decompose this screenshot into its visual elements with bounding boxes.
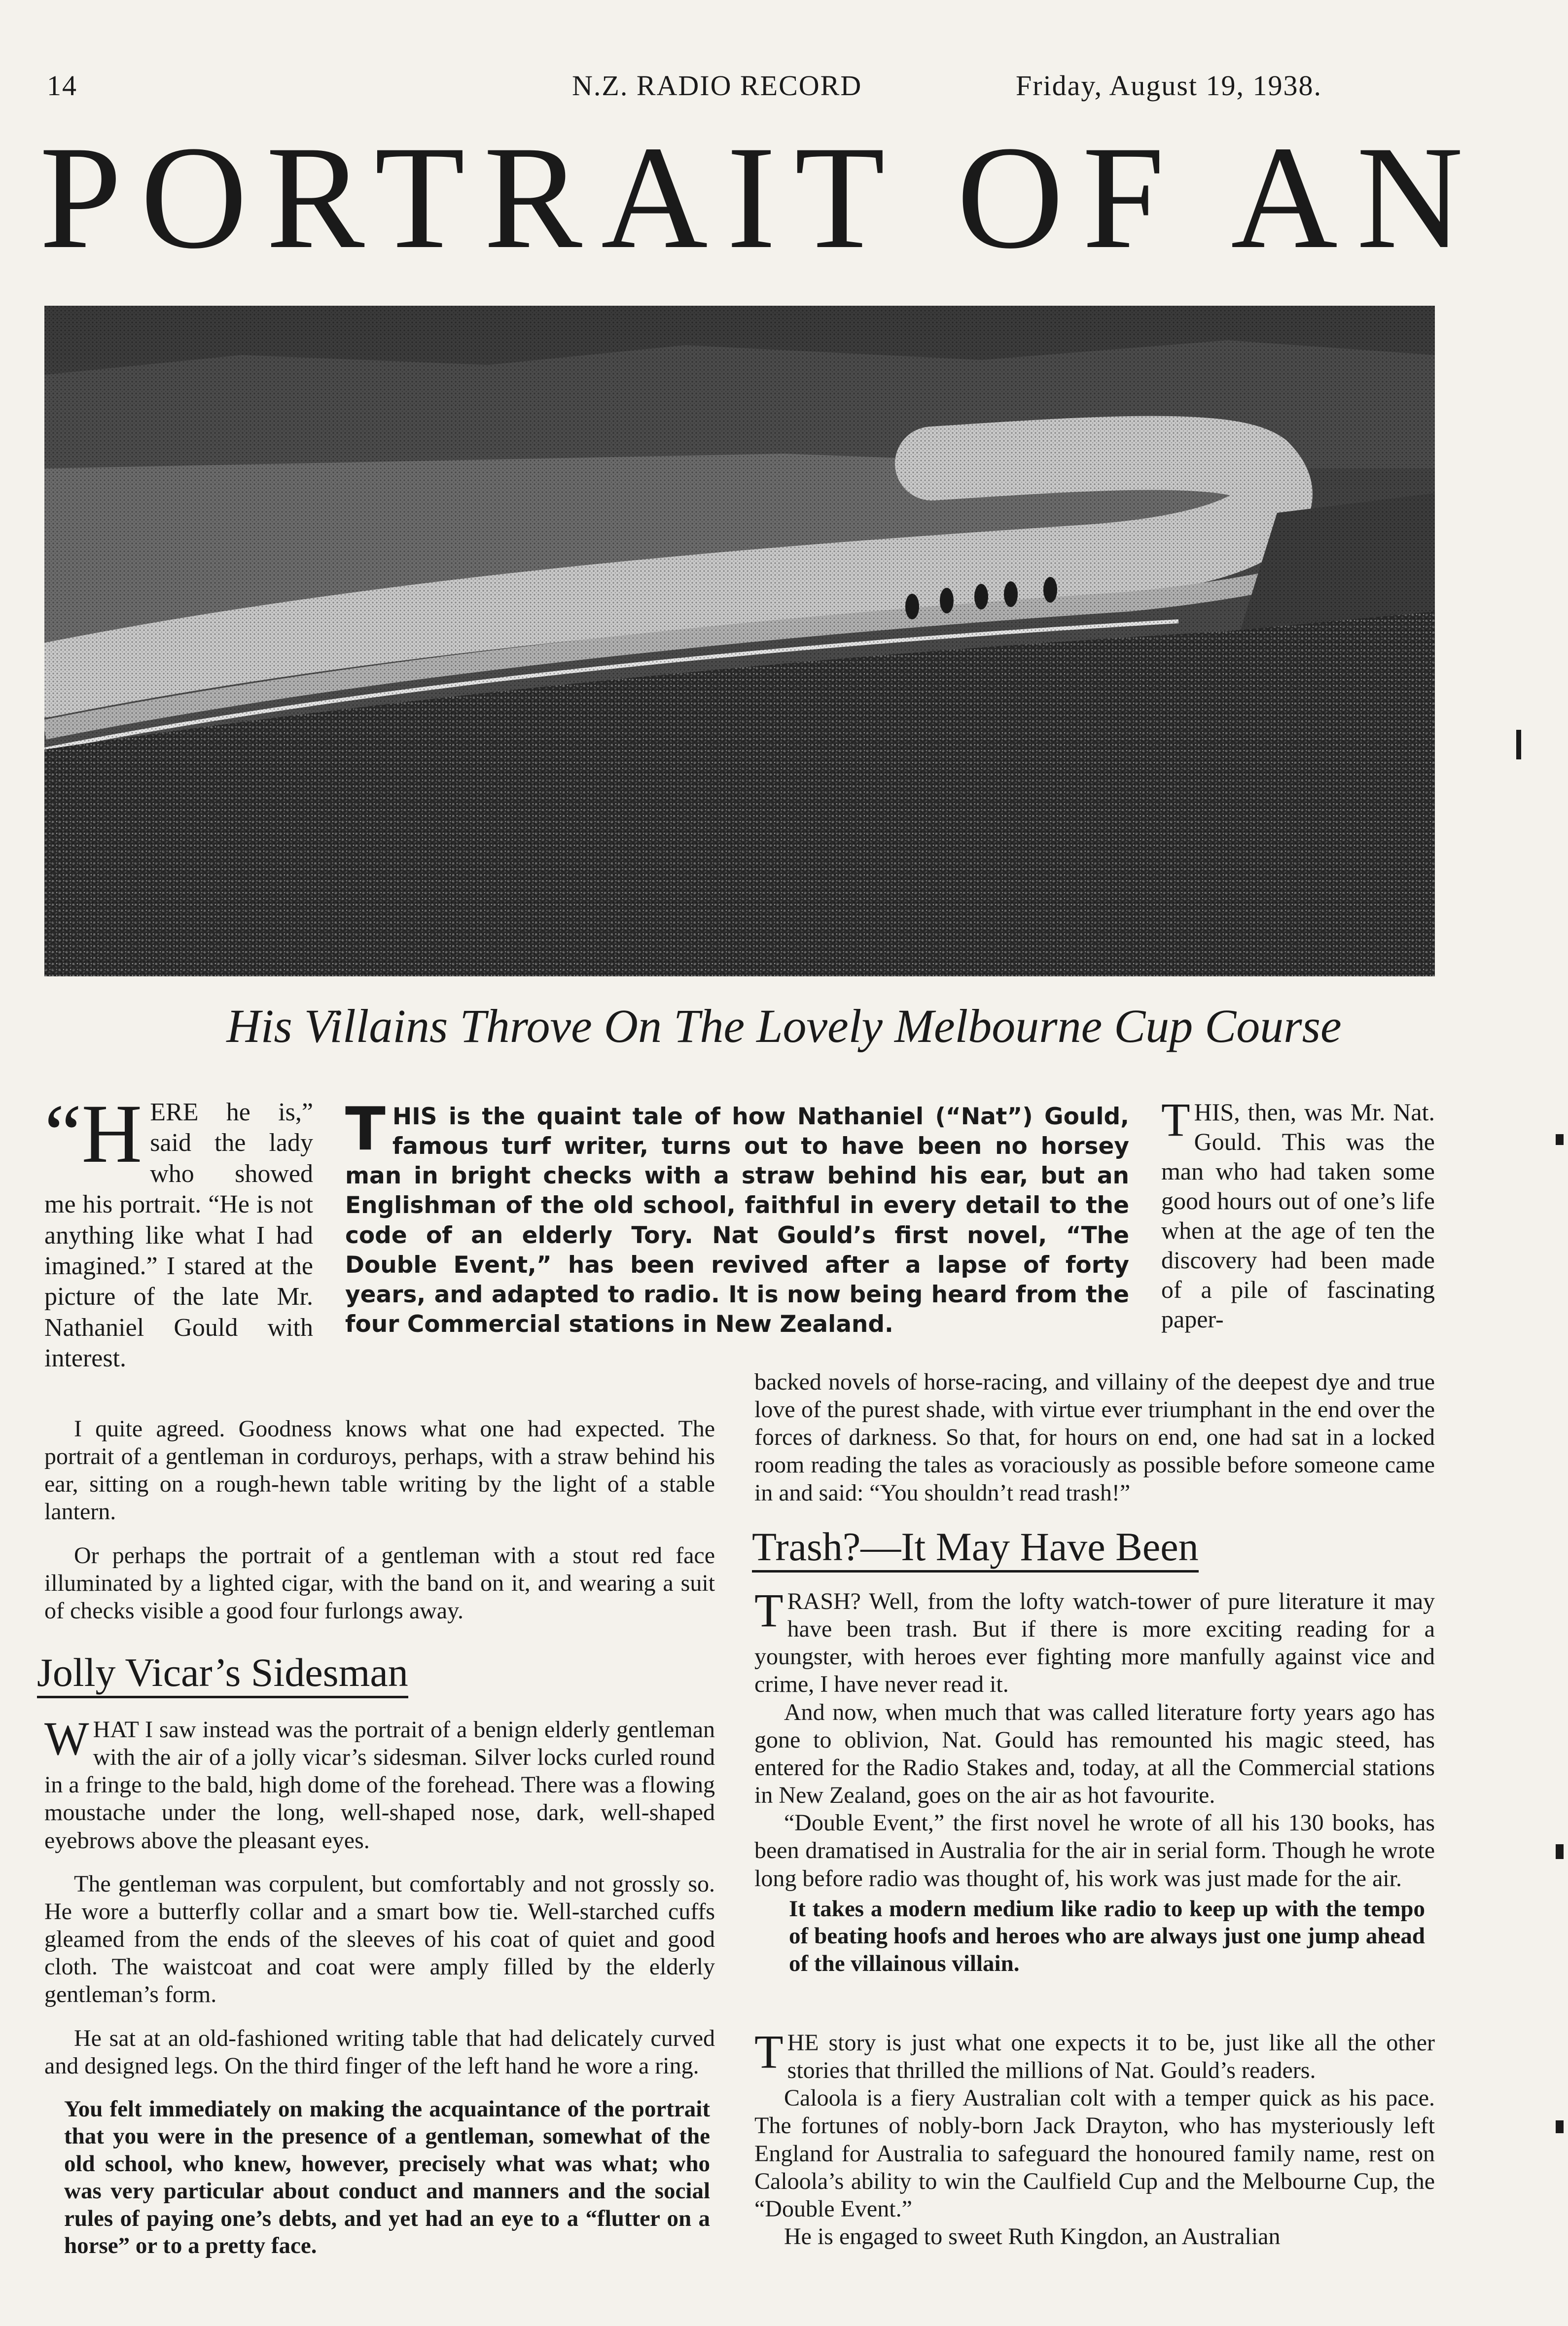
headline: PORTRAIT OF AN [39,115,1482,279]
photo-caption: His Villains Throve On The Lovely Melbourne Cup Course [226,1000,1342,1052]
story-section [754,2025,1435,2251]
paragraph: The gentleman was corpulent, but comfortably and not grossly so. He wore a butterfly collar and a smart bow tie. Well-starched cuffs gleamed from the ends of the sleeves of his coat of quiet and good cloth. The waistcoat and coat were amply filled by the elderly gentleman’s form. [44,1870,715,2008]
margin-ink-mark [1556,1844,1564,1859]
racecourse-photo [44,306,1435,976]
margin-ink-mark [1516,730,1521,759]
issue-date: Friday, August 19, 1938. [1016,70,1322,102]
publication-name: N.Z. RADIO RECORD [572,70,862,102]
drop-cap-t-story: T [754,2025,784,2078]
lead-left-text: ERE he is,” said the lady who showed me his portrait. “He is not anything like what I had imagined.” I stared at the picture of the late Mr. Nathaniel Gould with interest. [44,1098,313,1373]
lead-right [1161,1093,1435,1334]
paragraph: Or perhaps the portrait of a gentleman with a stout red face illuminated by a lighted cigar, with the band on it, and wearing a suit of checks visible a good four furlongs away. [44,1542,715,1624]
trash-section [754,1584,1435,1977]
paragraph: “Double Event,” the first novel he wrote of all his 130 books, has been dramatised in Australia for the air in serial form. Though he wrote long before radio was thought of, his work was just made for the air. [754,1810,1435,1892]
page-number: 14 [47,70,77,102]
paragraph: Caloola is a fiery Australian colt with a temper quick as his pace. The fortunes of nobly-born Jack Drayton, who has mysteriously left England for Australia to safeguard the honoured family name, rest on Caloola’s ability to win the Caulfield Cup and the Melbourne Cup, the “Double Event.” [754,2085,1435,2222]
paragraph: RASH? Well, from the lofty watch-tower of pure literature it may have been trash. But if there is more exciting reading for a youngster, with heroes ever fighting more manfully against vice and crime, I have never read it. [754,1588,1435,1698]
subhead-jolly-vicar: Jolly Vicar’s Sidesman [37,1649,408,1696]
drop-cap-w: W [44,1712,89,1765]
paragraph: backed novels of horse-racing, and villainy of the deepest dye and true love of the purest shade, with virtue ever triumphant in the end over the forces of darkness. So that, for hours on end, one had sat in a locked room reading the tales as voraciously as possible before someone came in and said: “You shouldn’t read trash!” [754,1369,1435,1506]
drop-cap-h: “H [44,1087,143,1180]
subhead-trash: Trash?—It May Have Been [752,1524,1199,1570]
paragraph: And now, when much that was called literature forty years ago has gone to oblivion, Nat. Gould has remounted his magic steed, has entered for the Radio Stakes and, today, at all the Commercial stations in New Zealand, goes on the air as hot favourite. [754,1699,1435,1809]
margin-ink-mark [1556,1134,1564,1145]
lead-left [44,1087,313,1374]
drop-cap-t-trash: T [754,1584,784,1637]
pull-quote-left: You felt immediately on making the acquaintance of the portrait that you were in the presence of a gentleman, somewhat of the old school, who knew, however, precisely what was what; who was very particular about conduct and manners and the social rules of paying one’s debts, and yet had an eye to a “flutter on a horse” or to a pretty face. [64,2096,710,2259]
paragraph: He sat at an old-fashioned writing table that had delicately curved and designed legs. On the third finger of the left hand he wore a ring. [44,2025,715,2079]
pull-quote-right: It takes a modern medium like radio to keep up with the tempo of beating hoofs and heroes who are always just one jump ahead of the villainous villain. [789,1896,1425,1976]
drop-cap-t-right: T [1161,1093,1190,1146]
paragraph: HE story is just what one expects it to be, just like all the other stories that thrilled the millions of Nat. Gould’s readers. [787,2030,1435,2084]
lead-right-text: HIS, then, was Mr. Nat. Gould. This was the man who had taken some good hours out of one’s life when at the age of ten the discovery had been made of a pile of fascinating paper- [1161,1098,1435,1333]
paragraph: He is engaged to sweet Ruth Kingdon, an Australian [784,2223,1281,2250]
left-column-top [44,1415,715,1625]
vicar-section [44,1712,715,2260]
margin-ink-mark [1556,2120,1564,2133]
intro-summary [345,1095,1129,1339]
drop-cap-t: T [345,1095,386,1164]
intro-text: HIS is the quaint tale of how Nathaniel (“Nat”) Gould, famous turf writer, turns out to have been no horsey man in bright checks with a straw behind his ear, but an Englishman of the old school, faithful in every detail to the code of an elderly Tory. Nat Gould’s first novel, “The Double Event,” has been revived after a lapse of forty years, and adapted to radio. It is now being heard from the four Commercial stations in New Zealand. [345,1103,1129,1338]
paragraph: HAT I saw instead was the portrait of a benign elderly gentleman with the air of a jolly vicar’s sidesman. Silver locks curled round in a fringe to the bald, high dome of the forehead. There was a flowing moustache under the long, well-shaped nose, dark, well-shaped eyebrows above the pleasant eyes. [44,1717,715,1854]
paragraph: I quite agreed. Goodness knows what one had expected. The portrait of a gentleman in corduroys, perhaps, with a straw behind his ear, sitting on a rough-hewn table writing by the light of a stable lantern. [44,1416,715,1525]
right-continuation [754,1368,1435,1507]
